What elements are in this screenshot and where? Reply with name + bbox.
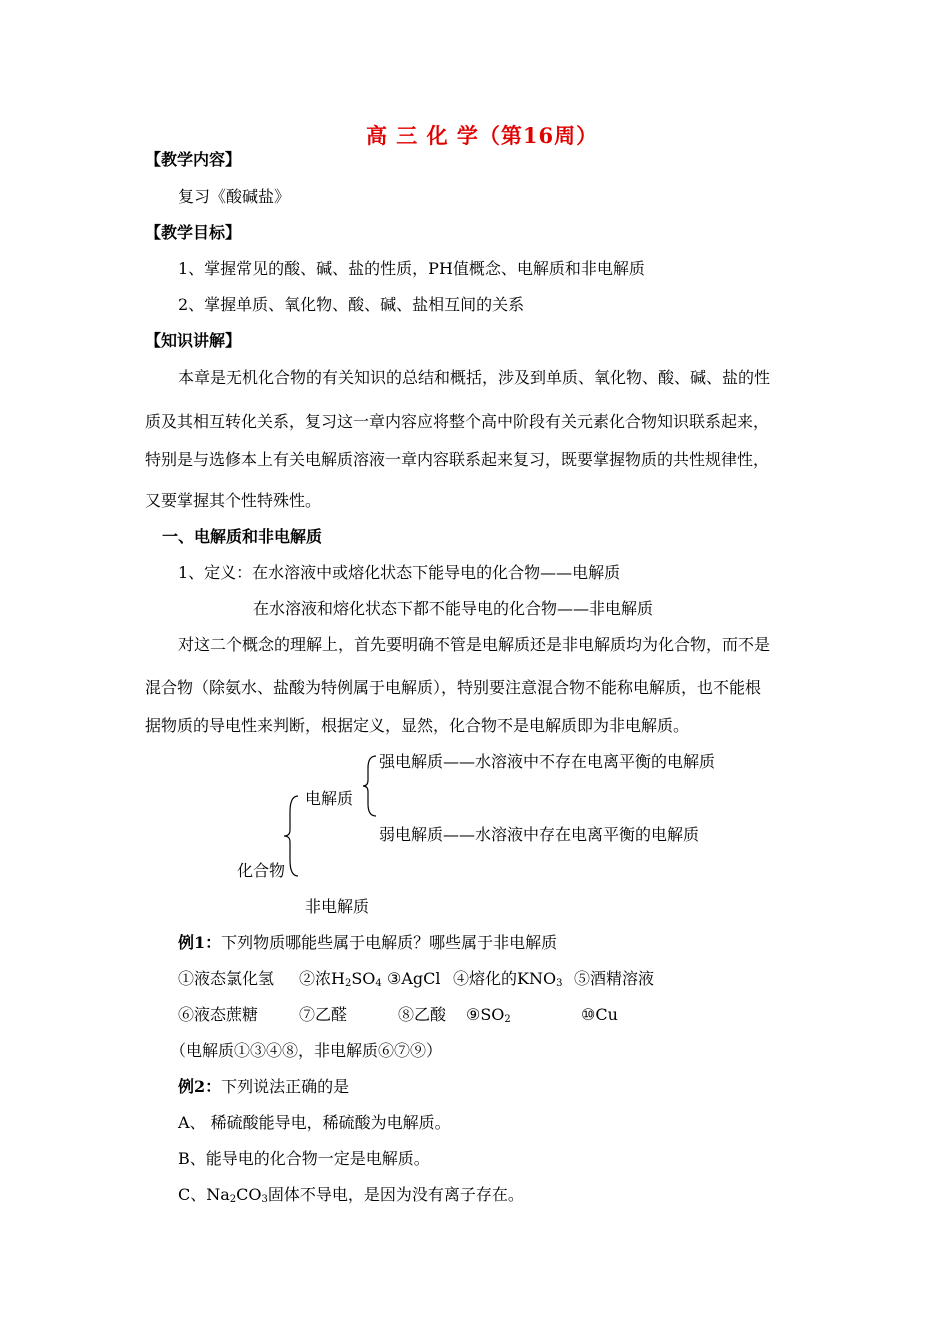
optc-sub-1: 2: [229, 1194, 237, 1205]
optc-sub-2: 3: [261, 1194, 268, 1205]
example1-question: [178, 933, 557, 953]
part1-para-line-1: 对这二个概念的理解上，首先要明确不管是电解质还是非电解质均为化合物，而不是: [178, 635, 771, 654]
definition-line-2: 在水溶液和熔化状态下都不能导电的化合物——非电解质: [253, 599, 654, 618]
example2-label: 例2：: [178, 1077, 222, 1096]
explain-para-line-3: 特别是与选修本上有关电解质溶液一章内容联系起来复习，既要掌握物质的共性规律性，: [145, 450, 770, 469]
opt4-text: ④熔化的KNO: [453, 969, 557, 988]
page-title: 高 三 化 学（第16周）: [366, 123, 599, 148]
example1-option-10: ⑩Cu: [581, 1005, 618, 1024]
example2-option-c: [178, 1185, 524, 1205]
goal-item-2: 2、掌握单质、氧化物、酸、碱、盐相互间的关系: [178, 295, 525, 314]
example2-question: [178, 1077, 349, 1097]
opt2-text-mid: SO: [351, 969, 376, 988]
optc-text-post: 固体不导电，是因为没有离子存在。: [267, 1185, 524, 1204]
section-heading-goals: 【教学目标】: [145, 223, 242, 242]
part1-para-line-3: 据物质的导电性来判断，根据定义，显然，化合物不是电解质即为非电解质。: [145, 716, 690, 735]
opt9-text: ⑨SO: [466, 1005, 505, 1024]
optc-text: C、Na: [178, 1185, 230, 1204]
example1-option-7: ⑦乙醛: [299, 1005, 348, 1024]
opt4-sub: 3: [556, 978, 563, 989]
opt9-sub: 2: [504, 1014, 511, 1025]
example2-question-text: 下列说法正确的是: [221, 1077, 350, 1096]
opt2-sub-1: 2: [344, 978, 352, 989]
non-electrolyte-label: 非电解质: [305, 897, 370, 916]
section-heading-content: 【教学内容】: [145, 150, 242, 169]
example1-question-text: 下列物质哪能些属于电解质？哪些属于非电解质: [221, 933, 558, 952]
optc-text-mid: CO: [236, 1185, 262, 1204]
explain-para-line-1: 本章是无机化合物的有关知识的总结和概括，涉及到单质、氧化物、酸、碱、盐的性: [178, 368, 771, 387]
example1-answer: （电解质①③④⑧，非电解质⑥⑦⑨）: [170, 1041, 443, 1060]
part1-heading: 一、电解质和非电解质: [162, 527, 323, 546]
example1-option-3: ③AgCl: [387, 969, 441, 988]
content-text: 复习《酸碱盐》: [178, 187, 291, 206]
strong-electrolyte-label: 强电解质——水溶液中不存在电离平衡的电解质: [379, 752, 716, 771]
electrolyte-brace: [366, 756, 378, 816]
example2-option-b: B、能导电的化合物一定是电解质。: [178, 1149, 430, 1168]
part1-para-line-2: 混合物（除氨水、盐酸为特例属于电解质），特别要注意混合物不能称电解质，也不能根: [145, 678, 762, 697]
example1-option-1: ①液态氯化氢: [178, 969, 275, 988]
example2-option-a: A、 稀硫酸能导电，稀硫酸为电解质。: [178, 1113, 451, 1132]
example1-option-9: [466, 1005, 511, 1025]
electrolyte-label: 电解质: [305, 789, 354, 808]
example1-option-2: [299, 969, 382, 989]
definition-line-1: 1、定义：在水溶液中或熔化状态下能导电的化合物——电解质: [178, 563, 621, 582]
example1-option-5: ⑤酒精溶液: [574, 969, 655, 988]
explain-para-line-4: 又要掌握其个性特殊性。: [145, 491, 322, 510]
section-heading-explain: 【知识讲解】: [145, 331, 242, 350]
example1-option-4: [453, 969, 562, 989]
goal-item-1: 1、掌握常见的酸、碱、盐的性质，PH值概念、电解质和非电解质: [178, 259, 645, 278]
example1-option-6: ⑥液态蔗糖: [178, 1005, 259, 1024]
compound-brace: [288, 796, 300, 876]
example1-label: 例1：: [178, 933, 222, 952]
compound-label: 化合物: [237, 861, 286, 880]
opt2-text: ②浓H: [299, 969, 345, 988]
explain-para-line-2: 质及其相互转化关系，复习这一章内容应将整个高中阶段有关元素化合物知识联系起来，: [145, 412, 770, 431]
opt2-sub-2: 4: [375, 978, 382, 989]
example1-option-8: ⑧乙酸: [398, 1005, 447, 1024]
weak-electrolyte-label: 弱电解质——水溶液中存在电离平衡的电解质: [379, 825, 700, 844]
